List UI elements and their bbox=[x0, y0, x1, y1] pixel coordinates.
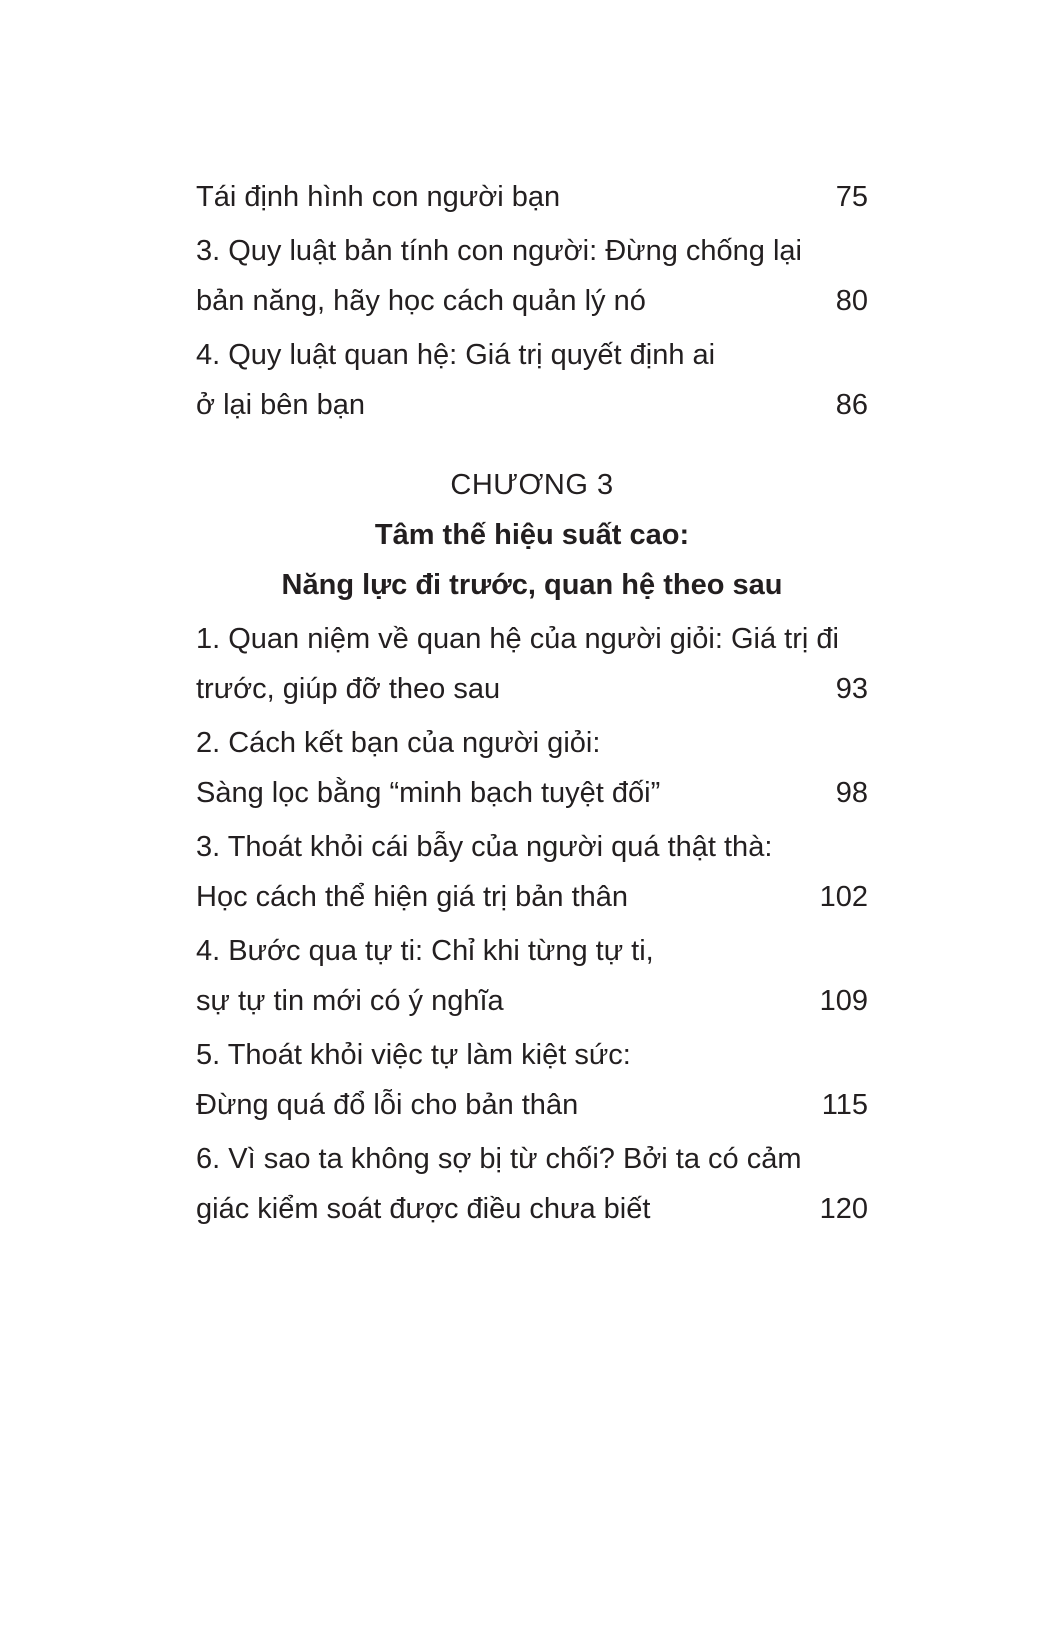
toc-entry-line bbox=[196, 718, 868, 768]
toc-entry-line bbox=[196, 172, 868, 222]
toc-entry bbox=[196, 1134, 868, 1234]
toc-entry-title: 2. Cách kết bạn của người giỏi: bbox=[196, 727, 601, 759]
toc-entry-line bbox=[196, 664, 868, 714]
toc-entry-title: Sàng lọc bằng “minh bạch tuyệt đối” bbox=[196, 777, 661, 809]
toc-entry-page: 86 bbox=[835, 389, 868, 421]
toc-entry-line bbox=[196, 330, 868, 380]
toc-entry bbox=[196, 226, 868, 326]
toc-entry bbox=[196, 822, 868, 922]
toc-entry-title: 6. Vì sao ta không sợ bị từ chối? Bởi ta có cảm bbox=[196, 1143, 802, 1175]
toc-entry-title: Học cách thể hiện giá trị bản thân bbox=[196, 881, 629, 913]
toc-entry-page: 80 bbox=[835, 285, 868, 317]
chapter-heading bbox=[196, 460, 868, 610]
toc-entry bbox=[196, 330, 868, 430]
chapter-title-line-2: Năng lực đi trước, quan hệ theo sau bbox=[281, 569, 783, 601]
toc-entry-page: 102 bbox=[819, 881, 868, 913]
toc-entry-title: trước, giúp đỡ theo sau bbox=[196, 673, 501, 705]
toc-entry bbox=[196, 614, 868, 714]
toc-entry-title: giác kiểm soát được điều chưa biết bbox=[196, 1193, 651, 1225]
toc-entry-title: 4. Quy luật quan hệ: Giá trị quyết định ai bbox=[196, 339, 716, 371]
chapter-label: CHƯƠNG 3 bbox=[450, 469, 614, 501]
toc-entry bbox=[196, 172, 868, 222]
toc-entry-line bbox=[196, 1080, 868, 1130]
toc-entry-line bbox=[196, 380, 868, 430]
toc-entry-line bbox=[196, 926, 868, 976]
toc-entry-line bbox=[196, 872, 868, 922]
toc-entry-title: 4. Bước qua tự ti: Chỉ khi từng tự ti, bbox=[196, 935, 654, 967]
toc-entry bbox=[196, 1030, 868, 1130]
toc-entry-line bbox=[196, 822, 868, 872]
toc-entry-page: 75 bbox=[835, 181, 868, 213]
toc-entry-title: Đừng quá đổ lỗi cho bản thân bbox=[196, 1089, 579, 1121]
toc-entry-page: 93 bbox=[835, 673, 868, 705]
toc-entry-line bbox=[196, 768, 868, 818]
toc-entry-line bbox=[196, 1134, 868, 1184]
toc-entry-title: 5. Thoát khỏi việc tự làm kiệt sức: bbox=[196, 1039, 631, 1071]
toc-entry-title: 3. Quy luật bản tính con người: Đừng chống lại bbox=[196, 235, 802, 267]
toc-entry-line bbox=[196, 614, 868, 664]
chapter-title-line-1: Tâm thế hiệu suất cao: bbox=[374, 519, 690, 551]
toc-entry-page: 98 bbox=[835, 777, 868, 809]
toc-entry-title: 3. Thoát khỏi cái bẫy của người quá thật thà: bbox=[196, 831, 773, 863]
toc-entry-line bbox=[196, 976, 868, 1026]
toc-entry-line bbox=[196, 226, 868, 276]
table-of-contents bbox=[196, 172, 868, 1238]
toc-entry-title: sự tự tin mới có ý nghĩa bbox=[196, 985, 504, 1017]
toc-entry-line bbox=[196, 1030, 868, 1080]
toc-entry-page: 109 bbox=[819, 985, 868, 1017]
toc-entry-page: 115 bbox=[821, 1089, 868, 1121]
toc-entry bbox=[196, 926, 868, 1026]
toc-entry-line bbox=[196, 276, 868, 326]
toc-entry-title: ở lại bên bạn bbox=[196, 389, 365, 421]
toc-entry bbox=[196, 718, 868, 818]
toc-entry-page: 120 bbox=[819, 1193, 868, 1225]
toc-entry-title: bản năng, hãy học cách quản lý nó bbox=[196, 285, 646, 317]
toc-entry-title: Tái định hình con người bạn bbox=[196, 181, 561, 213]
toc-entry-line bbox=[196, 1184, 868, 1234]
toc-entry-title: 1. Quan niệm về quan hệ của người giỏi: Giá trị đi bbox=[196, 623, 839, 655]
